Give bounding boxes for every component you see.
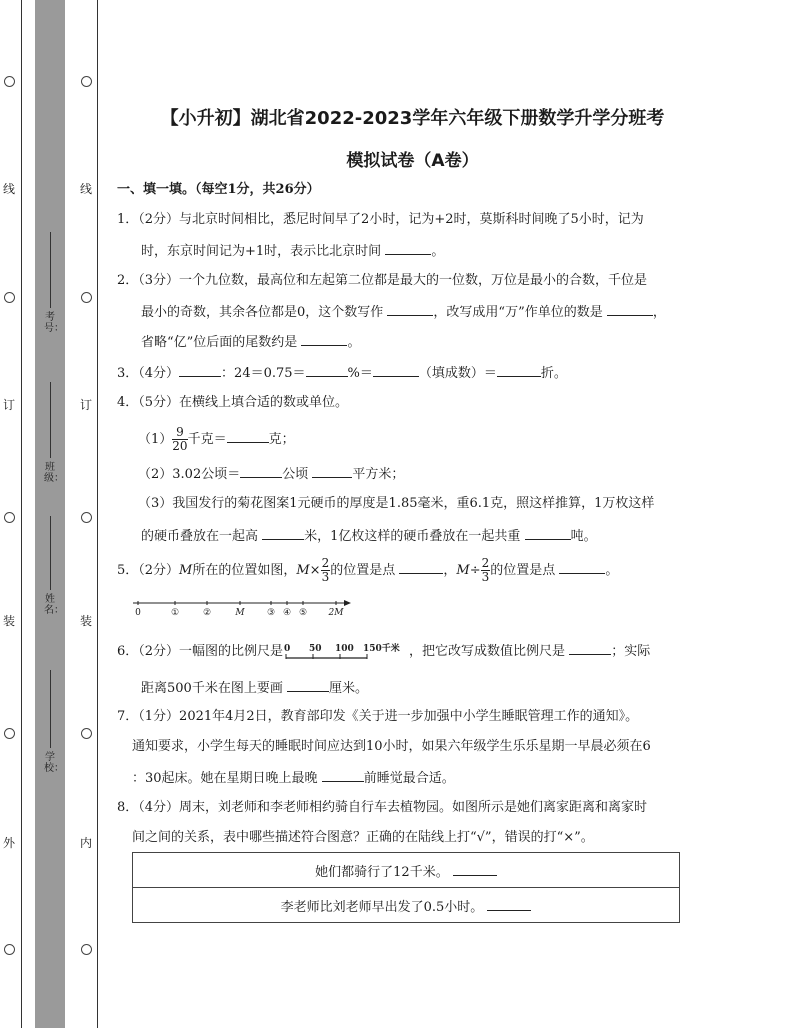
number-line-figure: [130, 598, 354, 620]
q8-line1: 8．（4分）周末，刘老师和李老师相约骑自行车去植物园。如图所示是她们离家距离和离家时: [117, 800, 648, 815]
binding-hole-circle: [4, 76, 15, 87]
q5-fraction-1: $\frac{2}{3}$: [321, 556, 330, 584]
q3-text-1: ：24＝0.75＝: [221, 366, 306, 381]
binding-hole-circle: [4, 292, 15, 303]
q4-sub3-end: 吨。: [570, 529, 597, 544]
q2-text-3: 省略“亿”位后面的尾数约是: [141, 335, 298, 350]
q5-text-3: 的位置是点: [490, 563, 556, 578]
q4-fraction: $\frac{9}{20}$: [172, 425, 188, 453]
page-title: 【小升初】湖北省2022-2023学年六年级下册数学升学分班考: [160, 108, 665, 129]
margin-outer-line: [21, 0, 22, 1028]
q1-answer-blank[interactable]: [385, 241, 431, 255]
q6-end: 厘米。: [328, 681, 368, 696]
q8-statement-1: 她们都骑行了12千米。: [315, 864, 449, 880]
q2-answer-blank-3[interactable]: [301, 332, 347, 346]
q5-text-2: 的位置是点: [330, 563, 396, 578]
q8-statement-2: 李老师比刘老师早出发了0.5小时。: [280, 899, 484, 915]
q6-answer-blank-2[interactable]: [287, 678, 329, 692]
number-line-label: ①: [170, 608, 180, 618]
margin-inner-line: [97, 0, 98, 1028]
q2-text: 最小的奇数，其余各位都是0，这个数写作: [141, 305, 384, 320]
q4-sub2: [138, 464, 404, 484]
binding-hole-circle: [81, 944, 92, 955]
q4-sub3-text-2: 米，1亿枚这样的硬币叠放在一起共重: [304, 529, 521, 544]
q4-line1: 4．（5分）在横线上填合适的数或单位。: [117, 395, 349, 410]
q4-sub1-text: 千克＝: [187, 432, 227, 447]
exam-number-field[interactable]: [50, 232, 51, 308]
binding-bar: [35, 0, 65, 1028]
q7-answer-blank[interactable]: [322, 768, 364, 782]
number-line-arrow: [344, 600, 351, 606]
binding-hole-circle: [4, 944, 15, 955]
scale-bar-figure: [283, 642, 409, 662]
q8-answer-blank-2[interactable]: [487, 897, 531, 911]
number-line-label: 0: [135, 608, 141, 618]
school-label: 学校：: [44, 752, 64, 774]
name-label: 姓名：: [44, 594, 64, 616]
margin-char-xian: 线: [79, 182, 92, 196]
q2-comma: ，: [652, 305, 666, 320]
number-line-label: ⑤: [298, 608, 308, 618]
binding-hole-circle: [4, 512, 15, 523]
q1-text: 时，东京时间记为+1时，表示比北京时间: [141, 244, 382, 259]
q4-sub1: [138, 425, 295, 455]
q5-answer-blank-2[interactable]: [559, 560, 605, 574]
q4-sub1-label: （1）: [138, 432, 173, 447]
number-line-label: ④: [282, 608, 292, 618]
q6-text-2: ，把它改写成数值比例尺是: [409, 644, 566, 659]
q5-m-div: M÷: [456, 563, 481, 578]
margin-char-nei: 内: [79, 836, 92, 850]
name-field[interactable]: [50, 516, 51, 590]
q4-sub2-end: 平方米；: [352, 467, 405, 482]
q2-text-2: ，改写成用“万”作单位的数是: [433, 305, 603, 320]
q6-text-1: 6．（2分）一幅图的比例尺是: [117, 644, 284, 659]
q6-text-4: 距离500千米在图上要画: [141, 681, 283, 696]
q6-text-3: ；实际: [611, 644, 651, 659]
page-subtitle: 模拟试卷（A卷）: [346, 151, 479, 171]
q2-answer-blank-2[interactable]: [607, 302, 653, 316]
table-cell: [133, 888, 680, 923]
q3-text-3: （填成数）＝: [418, 366, 497, 381]
q2-end: 。: [347, 335, 361, 350]
table-row: [133, 888, 680, 923]
table-cell: [133, 853, 680, 888]
q1-line2: [141, 241, 444, 261]
margin-char-wai: 外: [2, 836, 15, 850]
q8-line2: 间之间的关系，表中哪些描述符合图意？正确的在陆线上打“√”，错误的打“×”。: [132, 830, 594, 845]
q7-end: 前睡觉最合适。: [363, 771, 455, 786]
q5-answer-blank-1[interactable]: [399, 560, 443, 574]
q4-sub3-line1: （3）我国发行的菊花图案1元硬币的厚度是1.85毫米，重6.1克，照这样推算，1万枚这样: [138, 496, 655, 511]
q8-judgement-table: [132, 852, 680, 923]
exam-number-label: 考号：: [44, 312, 64, 334]
q3-answer-blank-2[interactable]: [306, 363, 348, 377]
q3-text-2: %＝: [347, 366, 373, 381]
q2-line1: 2．（3分）一个九位数，最高位和左起第二位都是最大的一位数，万位是最小的合数，千位是: [117, 273, 648, 288]
q5-line: [117, 556, 618, 586]
q2-line3: [141, 332, 360, 352]
binding-hole-circle: [81, 292, 92, 303]
school-field[interactable]: [50, 670, 51, 748]
margin-char-zhuang: 装: [79, 614, 92, 628]
q2-line2: [141, 302, 666, 322]
q4-sub2-text: （2）3.02公顷＝: [138, 467, 241, 482]
q3-answer-blank-4[interactable]: [497, 363, 541, 377]
margin-char-ding: 订: [79, 398, 92, 412]
number-line-label: 2M: [328, 608, 344, 618]
q4-answer-blank-1[interactable]: [227, 429, 269, 443]
scale-label: 0: [284, 643, 291, 654]
number-line-label: ③: [266, 608, 276, 618]
q4-answer-blank-4[interactable]: [262, 526, 304, 540]
q5-m: M: [179, 563, 193, 578]
margin-char-zhuang: 装: [2, 614, 15, 628]
q7-text: ：30起床。她在星期日晚上最晚: [132, 771, 318, 786]
q4-sub2-text-2: 公顷: [282, 467, 309, 482]
binding-hole-circle: [81, 512, 92, 523]
q3-line: [117, 363, 567, 383]
q3-end: 折。: [540, 366, 567, 381]
q3-label: 3．（4分）: [117, 366, 180, 381]
q4-sub3-text: 的硬币叠放在一起高: [141, 529, 259, 544]
binding-hole-circle: [81, 76, 92, 87]
q4-sub1-end: 克；: [268, 432, 295, 447]
q6-answer-blank-1[interactable]: [569, 641, 611, 655]
binding-hole-circle: [4, 728, 15, 739]
table-row: [133, 853, 680, 888]
q4-sub3-line2: [141, 526, 597, 546]
q1-end: 。: [431, 244, 445, 259]
class-label: 班级：: [44, 462, 64, 484]
q2-answer-blank-1[interactable]: [387, 302, 433, 316]
q5-fraction-2: $\frac{2}{3}$: [481, 556, 490, 584]
scale-label: 50: [309, 643, 322, 654]
q5-comma: ，: [443, 563, 457, 578]
q3-answer-blank-3[interactable]: [373, 363, 419, 377]
q6-line1: [117, 641, 650, 662]
q8-answer-blank-1[interactable]: [453, 862, 497, 876]
number-line-label: M: [235, 608, 245, 618]
q4-answer-blank-5[interactable]: [525, 526, 571, 540]
q5-label: 5．（2分）: [117, 563, 180, 578]
q5-m-times: M×: [296, 563, 321, 578]
margin-char-xian: 线: [2, 182, 15, 196]
q1-line1: 1．（2分）与北京时间相比，悉尼时间早了2小时，记为+2时，莫斯科时间晚了5小时，记为: [117, 212, 644, 227]
q4-answer-blank-3[interactable]: [312, 464, 352, 478]
number-line-label: ②: [202, 608, 212, 618]
class-field[interactable]: [50, 382, 51, 458]
q5-text-1: 所在的位置如图，: [192, 563, 297, 578]
scale-label: 150千米: [363, 643, 400, 654]
scale-label: 100: [335, 643, 354, 654]
q6-line2: [141, 678, 368, 698]
q7-line3: [132, 768, 455, 788]
section-heading: 一、填一填。（每空1分，共26分）: [117, 182, 320, 197]
binding-hole-circle: [81, 728, 92, 739]
q7-line1: 7．（1分）2021年4月2日，教育部印发《关于进一步加强中小学生睡眠管理工作的通知》。: [117, 709, 639, 724]
q7-line2: 通知要求，小学生每天的睡眠时间应达到10小时，如果六年级学生乐乐星期一早晨必须在6: [132, 739, 651, 754]
q5-end: 。: [605, 563, 619, 578]
q3-answer-blank-1[interactable]: [179, 363, 221, 377]
margin-char-ding: 订: [2, 398, 15, 412]
q4-answer-blank-2[interactable]: [240, 464, 282, 478]
